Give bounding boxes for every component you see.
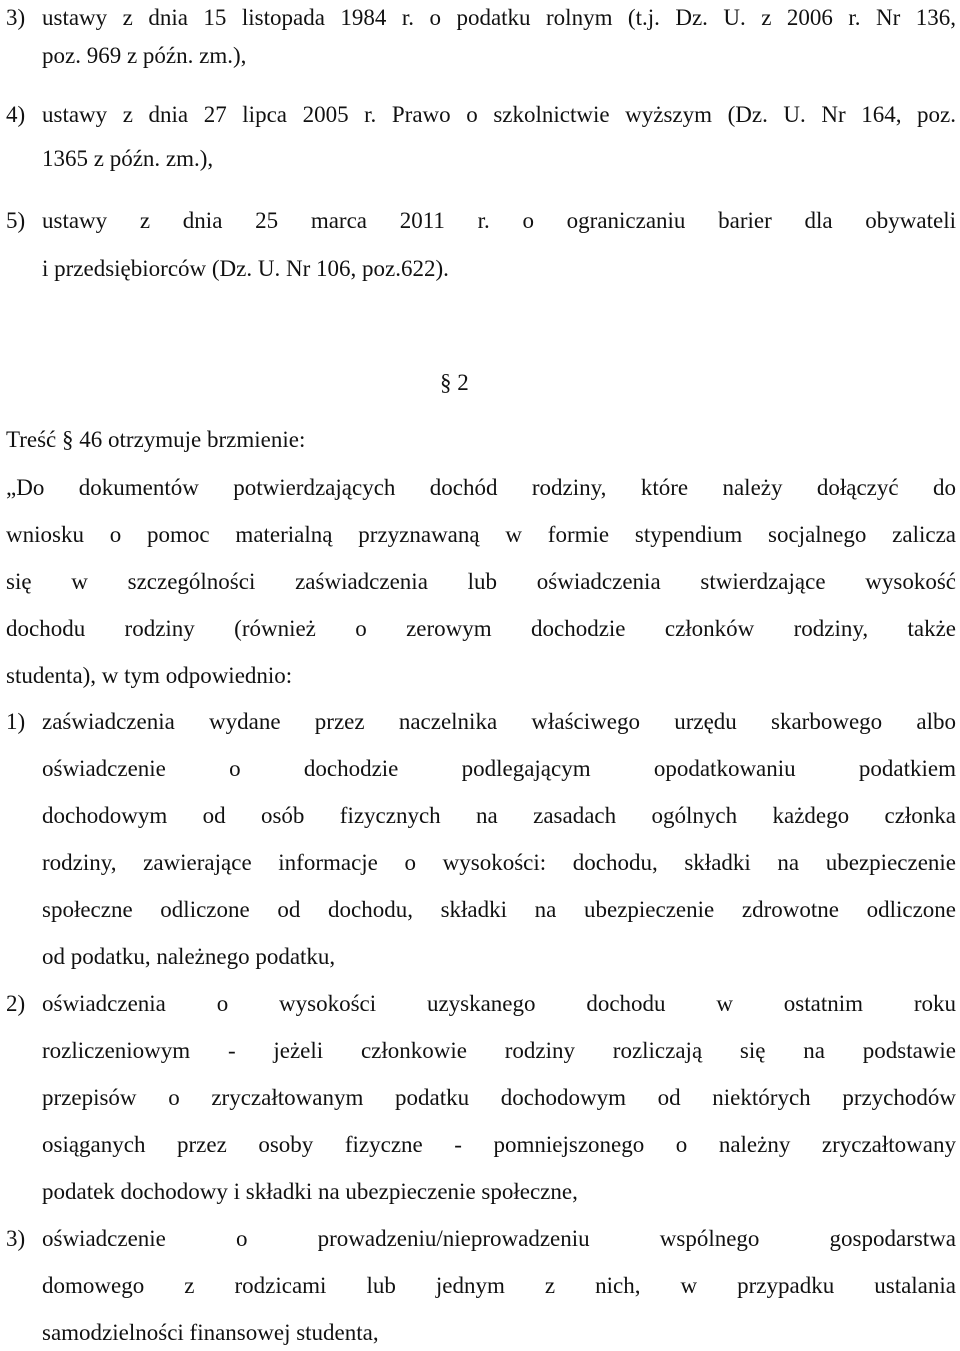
list-item-line: dochodowym od osób fizycznych na zasadach ogólnych każdego członka: [42, 803, 956, 828]
list-item-line: społeczne odliczone od dochodu, składki na ubezpieczenie zdrowotne odliczone: [42, 897, 956, 922]
paragraph-line: „Do dokumentów potwierdzających dochód rodziny, które należy dołączyć do: [6, 475, 956, 500]
list-item-line: zaświadczenia wydane przez naczelnika właściwego urzędu skarbowego albo: [42, 709, 956, 734]
list-item-line: i przedsiębiorców (Dz. U. Nr 106, poz.622).: [42, 256, 449, 281]
list-item-line: poz. 969 z późn. zm.),: [42, 43, 247, 68]
list-item-line: samodzielności finansowej studenta,: [42, 1320, 379, 1345]
paragraph-line: się w szczególności zaświadczenia lub oświadczenia stwierdzające wysokość: [6, 569, 956, 594]
list-item-marker: 5): [6, 208, 26, 233]
list-item-marker: 3): [6, 5, 26, 30]
paragraph-line: dochodu rodziny (również o zerowym dochodzie członków rodziny, także: [6, 616, 956, 641]
list-item-line: oświadczenie o prowadzeniu/nieprowadzeniu wspólnego gospodarstwa: [42, 1226, 956, 1251]
paragraph-line: wniosku o pomoc materialną przyznawaną w formie stypendium socjalnego zalicza: [6, 522, 956, 547]
list-item-line: oświadczenia o wysokości uzyskanego dochodu w ostatnim roku: [42, 991, 956, 1016]
list-item-marker: 4): [6, 102, 26, 127]
list-item-line: podatek dochodowy i składki na ubezpieczenie społeczne,: [42, 1179, 578, 1204]
list-item-line: oświadczenie o dochodzie podlegającym opodatkowaniu podatkiem: [42, 756, 956, 781]
list-item-marker: 1): [6, 709, 26, 734]
list-item-marker: 2): [6, 991, 26, 1016]
list-item-marker: 3): [6, 1226, 26, 1251]
list-item-line: rozliczeniowym - jeżeli członkowie rodziny rozliczają się na podstawie: [42, 1038, 956, 1063]
list-item-line: domowego z rodzicami lub jednym z nich, w przypadku ustalania: [42, 1273, 956, 1298]
list-item-line: od podatku, należnego podatku,: [42, 944, 336, 969]
section-heading: § 2: [440, 370, 469, 395]
list-item-line: ustawy z dnia 15 listopada 1984 r. o podatku rolnym (t.j. Dz. U. z 2006 r. Nr 136,: [42, 5, 956, 30]
paragraph-line: studenta), w tym odpowiednio:: [6, 663, 293, 688]
list-item-line: osiąganych przez osoby fizyczne - pomniejszonego o należny zryczałtowany: [42, 1132, 956, 1157]
list-item-line: rodziny, zawierające informacje o wysokości: dochodu, składki na ubezpieczenie: [42, 850, 956, 875]
list-item-line: 1365 z późn. zm.),: [42, 146, 214, 171]
list-item-line: ustawy z dnia 25 marca 2011 r. o ograniczaniu barier dla obywateli: [42, 208, 956, 233]
list-item-line: ustawy z dnia 27 lipca 2005 r. Prawo o szkolnictwie wyższym (Dz. U. Nr 164, poz.: [42, 102, 956, 127]
list-item-line: przepisów o zryczałtowanym podatku dochodowym od niektórych przychodów: [42, 1085, 956, 1110]
amendment-intro: Treść § 46 otrzymuje brzmienie:: [6, 427, 306, 452]
